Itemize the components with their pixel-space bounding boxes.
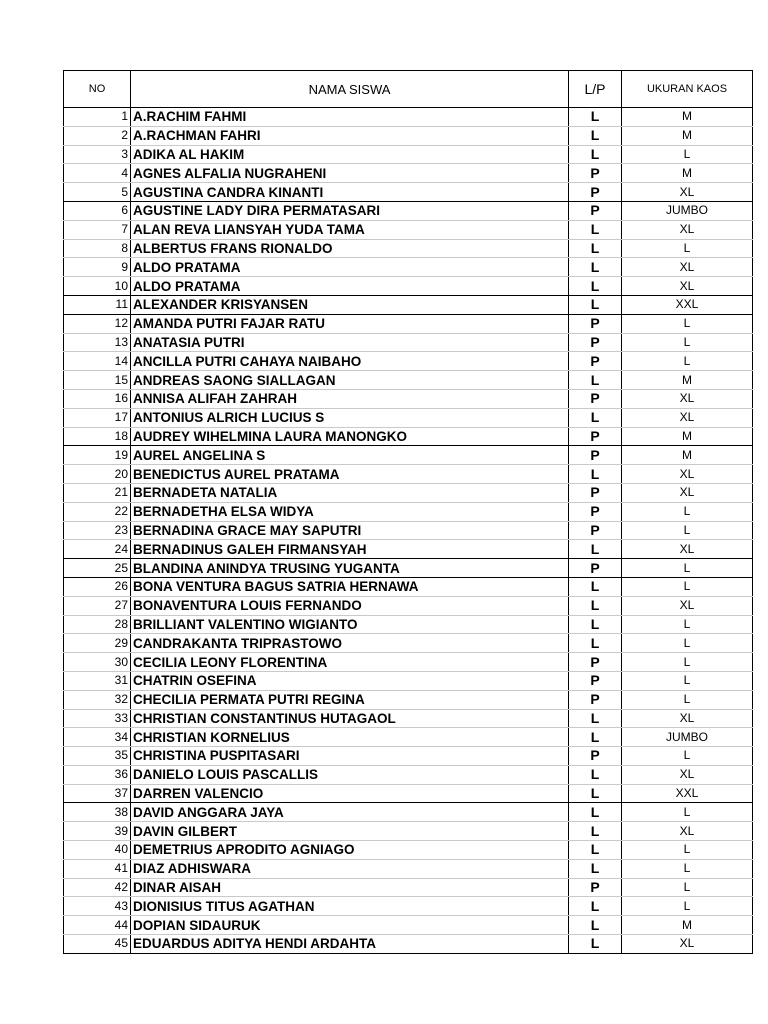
student-name: ALEXANDER KRISYANSEN [131,295,569,314]
row-number: 45 [64,935,131,954]
gender-cell: L [569,145,622,164]
shirt-size-cell: L [622,145,753,164]
gender-cell: L [569,709,622,728]
student-name: AGUSTINA CANDRA KINANTI [131,183,569,202]
table-row [64,878,753,897]
row-number: 37 [64,784,131,803]
student-name: DAVID ANGGARA JAYA [131,803,569,822]
gender-cell: P [569,483,622,502]
table-row [64,145,753,164]
gender-cell: L [569,859,622,878]
gender-cell: L [569,634,622,653]
row-number: 41 [64,859,131,878]
shirt-size-cell: M [622,916,753,935]
gender-cell: L [569,822,622,841]
student-name: ADIKA AL HAKIM [131,145,569,164]
student-name: BRILLIANT VALENTINO WIGIANTO [131,615,569,634]
table-row [64,634,753,653]
shirt-size-cell: M [622,427,753,446]
gender-cell: P [569,314,622,333]
table-row [64,502,753,521]
shirt-size-cell: L [622,690,753,709]
row-number: 5 [64,183,131,202]
table-header [64,71,753,108]
shirt-size-cell: XL [622,540,753,559]
table-row [64,803,753,822]
student-shirt-size-sheet [63,70,728,954]
shirt-size-cell: L [622,559,753,578]
row-number: 19 [64,446,131,465]
student-name: ALDO PRATAMA [131,258,569,277]
shirt-size-cell: XL [622,709,753,728]
student-name: ANATASIA PUTRI [131,333,569,352]
shirt-size-cell: L [622,577,753,596]
gender-cell: L [569,408,622,427]
row-number: 40 [64,841,131,860]
row-number: 29 [64,634,131,653]
gender-cell: L [569,803,622,822]
gender-cell: L [569,765,622,784]
shirt-size-cell: L [622,897,753,916]
student-name: A.RACHIM FAHMI [131,108,569,127]
student-name: A.RACHMAN FAHRI [131,126,569,145]
shirt-size-cell: XL [622,220,753,239]
shirt-size-cell: L [622,803,753,822]
shirt-size-cell: XL [622,408,753,427]
student-name: DIAZ ADHISWARA [131,859,569,878]
row-number: 31 [64,671,131,690]
student-table [63,70,753,954]
row-number: 9 [64,258,131,277]
row-number: 44 [64,916,131,935]
student-name: DANIELO LOUIS PASCALLIS [131,765,569,784]
table-row [64,559,753,578]
table-row [64,465,753,484]
row-number: 27 [64,596,131,615]
gender-cell: P [569,559,622,578]
student-name: CHRISTIAN CONSTANTINUS HUTAGAOL [131,709,569,728]
gender-cell: L [569,465,622,484]
table-row [64,859,753,878]
row-number: 6 [64,201,131,220]
shirt-size-cell: M [622,126,753,145]
shirt-size-cell: L [622,841,753,860]
shirt-size-cell: XL [622,765,753,784]
shirt-size-cell: XL [622,822,753,841]
row-number: 25 [64,559,131,578]
student-name: AUREL ANGELINA S [131,446,569,465]
table-row [64,333,753,352]
shirt-size-cell: M [622,108,753,127]
header-no: NO [64,71,131,108]
table-row [64,352,753,371]
table-row [64,126,753,145]
shirt-size-cell: M [622,371,753,390]
shirt-size-cell: XL [622,277,753,296]
gender-cell: L [569,258,622,277]
table-row [64,371,753,390]
row-number: 35 [64,747,131,766]
gender-cell: P [569,502,622,521]
header-gender: L/P [569,71,622,108]
header-student-name: NAMA SISWA [131,71,569,108]
row-number: 32 [64,690,131,709]
shirt-size-cell: L [622,314,753,333]
row-number: 2 [64,126,131,145]
student-name: ANCILLA PUTRI CAHAYA NAIBAHO [131,352,569,371]
table-row [64,540,753,559]
row-number: 39 [64,822,131,841]
row-number: 21 [64,483,131,502]
table-row [64,239,753,258]
row-number: 26 [64,577,131,596]
row-number: 4 [64,164,131,183]
table-row [64,671,753,690]
row-number: 43 [64,897,131,916]
row-number: 12 [64,314,131,333]
gender-cell: L [569,784,622,803]
row-number: 28 [64,615,131,634]
student-name: ALBERTUS FRANS RIONALDO [131,239,569,258]
gender-cell: P [569,201,622,220]
shirt-size-cell: XL [622,483,753,502]
row-number: 8 [64,239,131,258]
table-row [64,258,753,277]
table-row [64,728,753,747]
shirt-size-cell: M [622,446,753,465]
row-number: 33 [64,709,131,728]
table-row [64,577,753,596]
shirt-size-cell: XL [622,935,753,954]
student-name: BERNADINUS GALEH FIRMANSYAH [131,540,569,559]
table-row [64,765,753,784]
shirt-size-cell: XXL [622,784,753,803]
shirt-size-cell: M [622,164,753,183]
row-number: 3 [64,145,131,164]
shirt-size-cell: XL [622,258,753,277]
table-row [64,653,753,672]
row-number: 7 [64,220,131,239]
shirt-size-cell: JUMBO [622,728,753,747]
gender-cell: P [569,878,622,897]
gender-cell: L [569,841,622,860]
student-name: BONA VENTURA BAGUS SATRIA HERNAWA [131,577,569,596]
student-name: ANNISA ALIFAH ZAHRAH [131,389,569,408]
shirt-size-cell: L [622,634,753,653]
table-row [64,690,753,709]
row-number: 42 [64,878,131,897]
shirt-size-cell: JUMBO [622,201,753,220]
row-number: 22 [64,502,131,521]
gender-cell: L [569,916,622,935]
gender-cell: L [569,596,622,615]
student-name: CECILIA LEONY FLORENTINA [131,653,569,672]
gender-cell: L [569,220,622,239]
gender-cell: L [569,126,622,145]
student-name: ANTONIUS ALRICH LUCIUS S [131,408,569,427]
table-row [64,521,753,540]
student-name: AMANDA PUTRI FAJAR RATU [131,314,569,333]
student-name: BERNADETA NATALIA [131,483,569,502]
shirt-size-cell: L [622,671,753,690]
row-number: 1 [64,108,131,127]
gender-cell: P [569,446,622,465]
table-row [64,314,753,333]
student-name: AGNES ALFALIA NUGRAHENI [131,164,569,183]
shirt-size-cell: L [622,859,753,878]
row-number: 17 [64,408,131,427]
gender-cell: L [569,295,622,314]
table-row [64,389,753,408]
table-row [64,220,753,239]
student-name: DARREN VALENCIO [131,784,569,803]
table-row [64,709,753,728]
row-number: 38 [64,803,131,822]
student-name: BENEDICTUS AUREL PRATAMA [131,465,569,484]
shirt-size-cell: XL [622,389,753,408]
shirt-size-cell: L [622,502,753,521]
student-name: AGUSTINE LADY DIRA PERMATASARI [131,201,569,220]
row-number: 14 [64,352,131,371]
student-name: ALAN REVA LIANSYAH YUDA TAMA [131,220,569,239]
student-name: AUDREY WIHELMINA LAURA MANONGKO [131,427,569,446]
row-number: 20 [64,465,131,484]
student-name: DOPIAN SIDAURUK [131,916,569,935]
table-row [64,747,753,766]
gender-cell: P [569,690,622,709]
gender-cell: L [569,277,622,296]
shirt-size-cell: L [622,239,753,258]
shirt-size-cell: L [622,747,753,766]
shirt-size-cell: L [622,521,753,540]
gender-cell: L [569,540,622,559]
table-row [64,822,753,841]
gender-cell: P [569,427,622,446]
table-row [64,446,753,465]
row-number: 24 [64,540,131,559]
gender-cell: P [569,333,622,352]
table-row [64,596,753,615]
student-name: BONAVENTURA LOUIS FERNANDO [131,596,569,615]
student-name: CHATRIN OSEFINA [131,671,569,690]
table-row [64,295,753,314]
gender-cell: P [569,747,622,766]
table-row [64,483,753,502]
student-name: DAVIN GILBERT [131,822,569,841]
table-row [64,183,753,202]
table-row [64,201,753,220]
table-row [64,784,753,803]
table-row [64,164,753,183]
gender-cell: L [569,935,622,954]
shirt-size-cell: L [622,352,753,371]
row-number: 16 [64,389,131,408]
student-name: CANDRAKANTA TRIPRASTOWO [131,634,569,653]
student-name: BERNADETHA ELSA WIDYA [131,502,569,521]
gender-cell: L [569,615,622,634]
gender-cell: L [569,577,622,596]
gender-cell: P [569,164,622,183]
gender-cell: L [569,728,622,747]
student-name: EDUARDUS ADITYA HENDI ARDAHTA [131,935,569,954]
gender-cell: P [569,389,622,408]
student-name: CHRISTIAN KORNELIUS [131,728,569,747]
shirt-size-cell: L [622,615,753,634]
table-row [64,615,753,634]
gender-cell: P [569,671,622,690]
gender-cell: L [569,239,622,258]
gender-cell: P [569,521,622,540]
student-name: DINAR AISAH [131,878,569,897]
table-row [64,897,753,916]
student-name: CHRISTINA PUSPITASARI [131,747,569,766]
row-number: 30 [64,653,131,672]
table-row [64,916,753,935]
row-number: 13 [64,333,131,352]
gender-cell: P [569,183,622,202]
table-row [64,408,753,427]
row-number: 11 [64,295,131,314]
row-number: 18 [64,427,131,446]
row-number: 34 [64,728,131,747]
student-name: ALDO PRATAMA [131,277,569,296]
shirt-size-cell: XL [622,596,753,615]
table-body [64,108,753,954]
row-number: 10 [64,277,131,296]
student-name: ANDREAS SAONG SIALLAGAN [131,371,569,390]
shirt-size-cell: XL [622,183,753,202]
gender-cell: P [569,352,622,371]
gender-cell: L [569,371,622,390]
table-row [64,108,753,127]
shirt-size-cell: XL [622,465,753,484]
row-number: 23 [64,521,131,540]
student-name: CHECILIA PERMATA PUTRI REGINA [131,690,569,709]
shirt-size-cell: L [622,653,753,672]
row-number: 15 [64,371,131,390]
shirt-size-cell: XXL [622,295,753,314]
student-name: DEMETRIUS APRODITO AGNIAGO [131,841,569,860]
gender-cell: P [569,653,622,672]
table-row [64,841,753,860]
student-name: BLANDINA ANINDYA TRUSING YUGANTA [131,559,569,578]
row-number: 36 [64,765,131,784]
student-name: DIONISIUS TITUS AGATHAN [131,897,569,916]
header-row [64,71,753,108]
table-row [64,277,753,296]
gender-cell: L [569,897,622,916]
student-name: BERNADINA GRACE MAY SAPUTRI [131,521,569,540]
header-shirt-size: UKURAN KAOS [622,71,753,108]
shirt-size-cell: L [622,878,753,897]
shirt-size-cell: L [622,333,753,352]
table-row [64,427,753,446]
gender-cell: L [569,108,622,127]
table-row [64,935,753,954]
